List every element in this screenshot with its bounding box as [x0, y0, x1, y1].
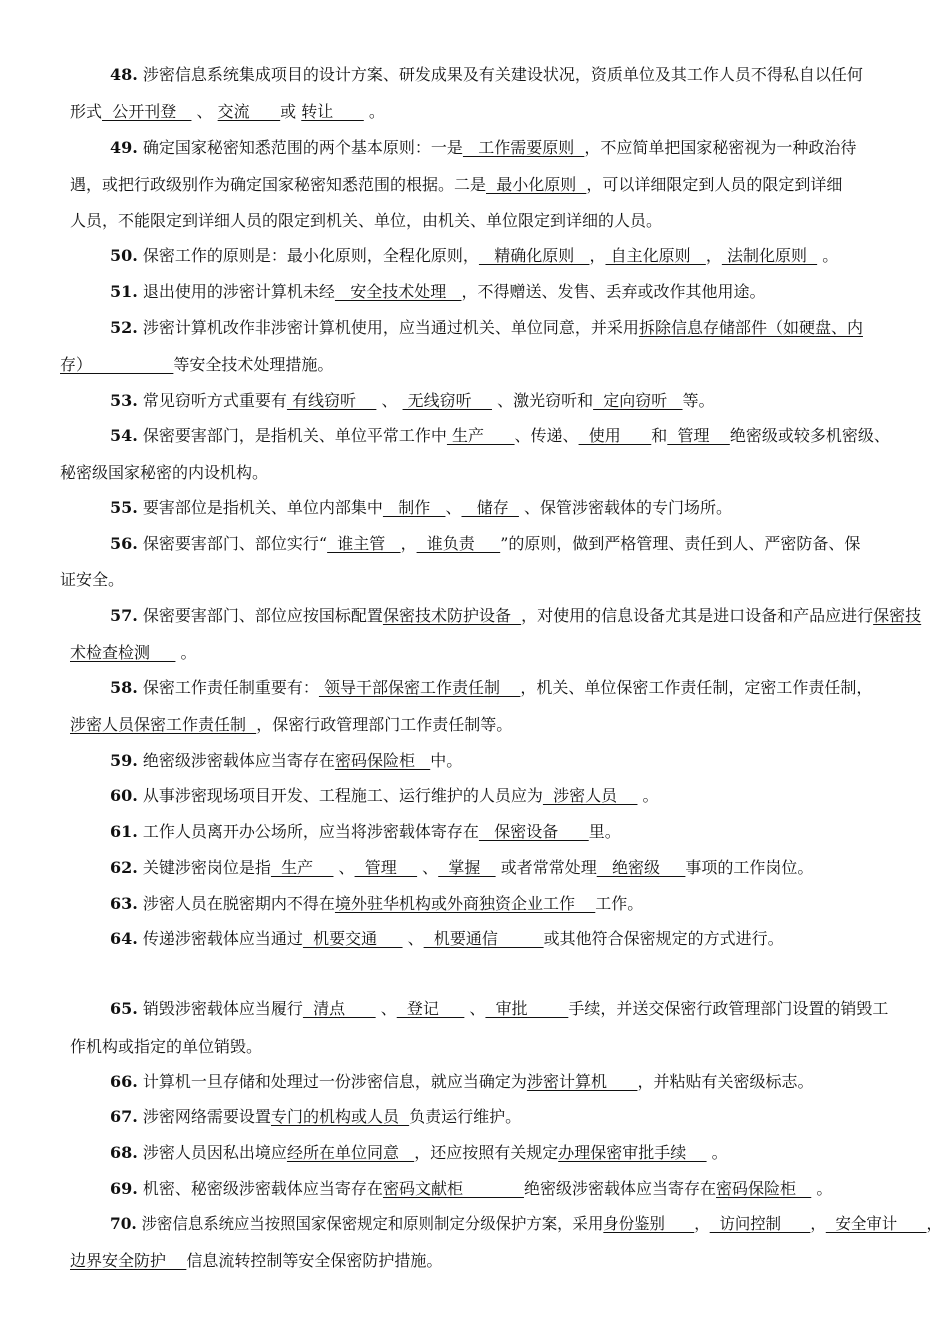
text-line	[110, 1213, 942, 1235]
question-text: 机密、秘密级涉密载体应当寄存在	[137, 1179, 383, 1198]
question-number: 63.	[110, 894, 138, 913]
answer-blank: 交流	[217, 102, 281, 121]
question-number: 70.	[110, 1214, 137, 1233]
question-text: ，对使用的信息设备尤其是进口设备和产品应进行	[521, 606, 874, 625]
question-number: 48.	[110, 65, 138, 84]
text-line	[110, 750, 462, 772]
text-line	[70, 714, 512, 736]
question-number: 55.	[110, 498, 138, 517]
answer-blank: 经所在单位同意	[286, 1143, 415, 1162]
question-text: ，	[589, 246, 606, 265]
question-text: ，并粘贴有关密级标志。	[637, 1072, 814, 1091]
question-number: 51.	[110, 282, 138, 301]
text-line	[110, 893, 643, 915]
question-text: ，可以详细限定到人员的限定到详细	[586, 175, 843, 194]
question-text: 或其他符合保密规定的方式进行。	[543, 929, 784, 948]
question-number: 56.	[110, 534, 138, 553]
question-number: 54.	[110, 426, 138, 445]
question-text: 绝密级涉密载体应当寄存在	[523, 1179, 716, 1198]
question-number: 64.	[110, 929, 138, 948]
question-text: 里。	[588, 822, 621, 841]
answer-blank: 拆除信息存储部件（如硬盘、内	[638, 318, 863, 337]
text-line	[110, 533, 860, 555]
question-text: ，不得赠送、发售、丢弃或改作其他用途。	[461, 282, 766, 301]
text-line	[70, 1036, 262, 1058]
answer-blank: 无线窃听	[402, 391, 492, 410]
answer-blank: 管理	[667, 426, 730, 445]
question-text: 工作人员离开办公场所，应当将涉密载体寄存在	[137, 822, 479, 841]
question-text: 保密要害部门、部位实行“	[137, 534, 328, 553]
text-line	[70, 642, 197, 664]
question-text: 、传递、	[514, 426, 579, 445]
answer-blank: 生产	[446, 426, 515, 445]
question-text: 涉密信息系统应当按照国家保密规定和原则制定分级保护方案，采用	[136, 1214, 604, 1233]
answer-blank: 绝密级	[596, 858, 686, 877]
answer-blank: 办理保密审批手续	[558, 1143, 707, 1162]
answer-blank: 管理	[354, 858, 418, 877]
question-text: 常见窃听方式重要有	[137, 391, 287, 410]
answer-blank: 境外驻华机构或外商独资企业工作	[334, 894, 596, 913]
question-text: ”的原则，做到严格管理、责任到人、严密防备、保	[500, 534, 861, 553]
question-text: 形式	[70, 102, 103, 121]
question-text: 和	[651, 426, 668, 445]
question-text: 保密要害部门、部位应按国标配置	[137, 606, 383, 625]
text-line	[110, 137, 856, 159]
text-line	[60, 354, 333, 376]
text-line	[110, 821, 621, 843]
question-text: 、	[445, 498, 462, 517]
question-number: 52.	[110, 318, 138, 337]
answer-blank: 存）	[60, 355, 174, 374]
question-text: 计算机一旦存储和处理过一份涉密信息，就应当确定为	[137, 1072, 527, 1091]
question-text: 退出使用的涉密计算机未经	[137, 282, 335, 301]
answer-blank: 保密技	[873, 606, 922, 625]
question-text: 涉密计算机改作非涉密计算机使用，应当通过机关、单位同意，并采用	[137, 318, 639, 337]
question-text: 绝密级或较多机密级、	[729, 426, 890, 445]
question-text: 遇，或把行政级别作为确定国家秘密知悉范围的根据。二是	[70, 175, 487, 194]
question-text: 或者常常处理	[495, 858, 597, 877]
answer-blank: 最小化原则	[486, 175, 587, 194]
text-line	[110, 1106, 521, 1128]
question-text: 从事涉密现场项目开发、工程施工、运行维护的人员应为	[137, 786, 543, 805]
question-text: 、	[191, 102, 218, 121]
answer-blank: 清点	[302, 999, 376, 1018]
question-text: 信息流转控制等安全保密防护措施。	[186, 1251, 443, 1270]
question-number: 50.	[110, 246, 138, 265]
question-text: ，	[694, 1214, 710, 1233]
answer-blank: 公开刊登	[102, 102, 192, 121]
text-line	[110, 425, 890, 447]
text-line	[110, 1071, 813, 1093]
question-text: 等。	[682, 391, 715, 410]
text-line	[110, 605, 921, 627]
question-text: 、	[376, 391, 403, 410]
question-text: 、	[375, 999, 397, 1018]
answer-blank: 术检查检测	[70, 643, 176, 662]
answer-blank: 领导干部保密工作责任制	[318, 678, 521, 697]
answer-blank: 谁负责	[416, 534, 501, 553]
question-text: ，	[926, 1214, 942, 1233]
question-number: 65.	[110, 999, 138, 1018]
question-text: 证安全。	[60, 570, 125, 589]
text-line	[70, 210, 662, 232]
question-text: 工作。	[595, 894, 644, 913]
answer-blank: 安全技术处理	[334, 282, 462, 301]
text-line	[70, 101, 385, 123]
text-line	[110, 785, 659, 807]
question-number: 67.	[110, 1107, 138, 1126]
text-line	[110, 497, 732, 519]
answer-blank: 密码文献柜	[382, 1179, 524, 1198]
answer-blank: 登记	[396, 999, 465, 1018]
question-text: 作机构或指定的单位销毁。	[70, 1037, 263, 1056]
answer-blank: 谁主管	[327, 534, 401, 553]
question-text: 。	[817, 246, 839, 265]
text-line	[110, 281, 765, 303]
question-text: ，	[705, 246, 722, 265]
text-line	[110, 1178, 832, 1200]
question-text: 涉密信息系统集成项目的设计方案、研发成果及有关建设状况，资质单位及其工作人员不得私自以任何	[137, 65, 863, 84]
text-line	[60, 462, 268, 484]
answer-blank: 密码保险柜	[334, 751, 431, 770]
question-number: 62.	[110, 858, 138, 877]
question-text: 绝密级涉密载体应当寄存在	[137, 751, 335, 770]
question-text: 保密工作责任制重要有：	[137, 678, 319, 697]
text-line	[110, 245, 838, 267]
question-text: 确定国家秘密知悉范围的两个基本原则：一是	[137, 138, 463, 157]
question-number: 66.	[110, 1072, 138, 1091]
question-text: 。	[637, 786, 659, 805]
answer-blank: 机要交通	[302, 929, 403, 948]
answer-blank: 转让	[301, 102, 364, 121]
answer-blank: 涉密人员保密工作责任制	[70, 715, 257, 734]
question-number: 58.	[110, 678, 138, 697]
answer-blank: 涉密人员	[542, 786, 638, 805]
text-line	[110, 390, 715, 412]
question-text: 涉密人员在脱密期内不得在	[137, 894, 335, 913]
answer-blank: 访问控制	[709, 1214, 811, 1233]
question-text: 、	[402, 929, 424, 948]
question-text: 保密要害部门，是指机关、单位平常工作中	[137, 426, 447, 445]
question-number: 49.	[110, 138, 138, 157]
answer-blank: 密码保险柜	[716, 1179, 812, 1198]
question-text: 涉密人员因私出境应	[137, 1143, 287, 1162]
answer-blank: 保密设备	[478, 822, 589, 841]
question-text: 或	[280, 102, 302, 121]
answer-blank: 边界安全防护	[70, 1251, 187, 1270]
question-text: 保密工作的原则是：最小化原则，全程化原则，	[137, 246, 479, 265]
text-line	[110, 998, 888, 1020]
question-text: 事项的工作岗位。	[685, 858, 814, 877]
question-number: 68.	[110, 1143, 138, 1162]
answer-blank: 自主化原则	[605, 246, 706, 265]
question-number: 69.	[110, 1179, 138, 1198]
answer-blank: 机要通信	[423, 929, 544, 948]
answer-blank: 定向窃听	[593, 391, 683, 410]
text-line	[110, 928, 784, 950]
answer-blank: 保密技术防护设备	[382, 606, 522, 625]
question-text: ，机关、单位保密工作责任制，定密工作责任制，	[520, 678, 873, 697]
answer-blank: 工作需要原则	[462, 138, 585, 157]
question-text: 传递涉密载体应当通过	[137, 929, 303, 948]
answer-blank: 法制化原则	[721, 246, 818, 265]
question-text: 、	[333, 858, 355, 877]
question-text: 销毁涉密载体应当履行	[137, 999, 303, 1018]
text-line	[110, 1142, 728, 1164]
question-text: ，不应简单把国家秘密视为一种政治待	[584, 138, 857, 157]
question-number: 53.	[110, 391, 138, 410]
text-line	[60, 569, 124, 591]
question-text: 负责运行维护。	[409, 1107, 522, 1126]
question-text: 要害部位是指机关、单位内部集中	[137, 498, 383, 517]
question-text: 。	[811, 1179, 833, 1198]
question-text: 手续，并送交保密行政管理部门设置的销毁工	[568, 999, 889, 1018]
answer-blank: 使用	[578, 426, 652, 445]
question-text: 、	[417, 858, 439, 877]
question-text: ，保密行政管理部门工作责任制等。	[256, 715, 513, 734]
text-line	[110, 677, 872, 699]
question-number: 57.	[110, 606, 138, 625]
question-text: 中。	[430, 751, 463, 770]
question-number: 61.	[110, 822, 138, 841]
answer-blank: 专门的机构或人员	[270, 1107, 410, 1126]
question-text: 、	[464, 999, 486, 1018]
answer-blank: 精确化原则	[478, 246, 590, 265]
answer-blank: 涉密计算机	[526, 1072, 638, 1091]
question-text: ，	[400, 534, 417, 553]
answer-blank: 制作	[382, 498, 446, 517]
question-text: 涉密网络需要设置	[137, 1107, 271, 1126]
text-line	[70, 1250, 442, 1272]
text-line	[70, 174, 842, 196]
question-text: 、激光窃听和	[492, 391, 594, 410]
question-text: 秘密级国家秘密的内设机构。	[60, 463, 269, 482]
answer-blank: 储存	[461, 498, 519, 517]
question-text: ，	[810, 1214, 826, 1233]
answer-blank: 生产	[270, 858, 334, 877]
question-text: 关键涉密岗位是指	[137, 858, 271, 877]
text-line	[110, 317, 863, 339]
question-text: 。	[175, 643, 197, 662]
answer-blank: 身份鉴别	[603, 1214, 695, 1233]
question-number: 60.	[110, 786, 138, 805]
question-number: 59.	[110, 751, 138, 770]
text-line	[110, 857, 813, 879]
question-text: 人员，不能限定到详细人员的限定到机关、单位，由机关、单位限定到详细的人员。	[70, 211, 663, 230]
answer-blank: 审批	[485, 999, 569, 1018]
answer-blank: 掌握	[438, 858, 496, 877]
text-line	[110, 64, 863, 86]
answer-blank: 安全审计	[825, 1214, 927, 1233]
question-text: 、保管涉密载体的专门场所。	[518, 498, 733, 517]
question-text: ，还应按照有关规定	[414, 1143, 559, 1162]
question-text: 等安全技术处理措施。	[173, 355, 334, 374]
question-text: 。	[363, 102, 385, 121]
question-text: 。	[706, 1143, 728, 1162]
answer-blank: 有线窃听	[286, 391, 377, 410]
